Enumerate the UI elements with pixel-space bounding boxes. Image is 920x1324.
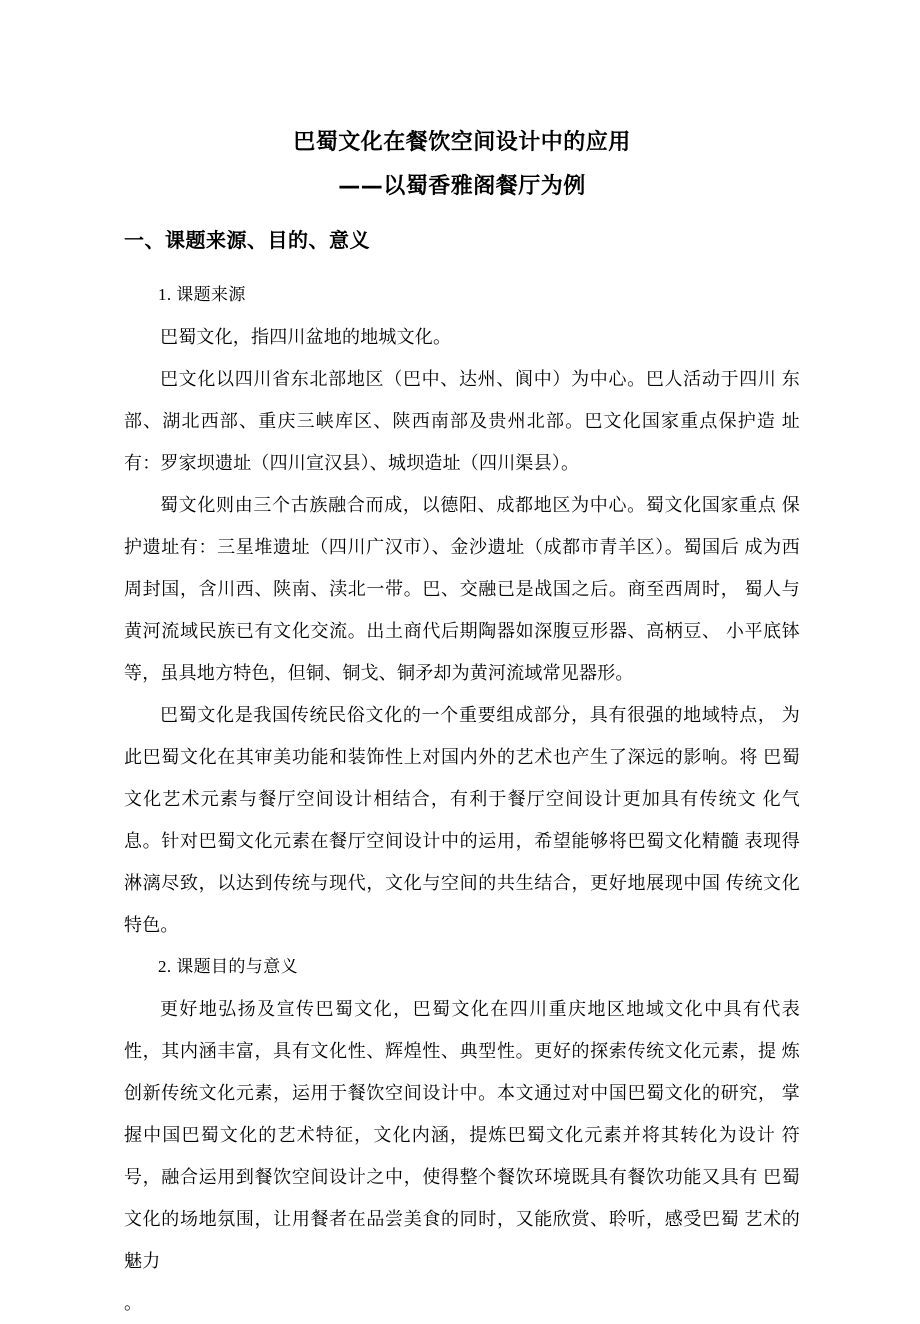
trailing-punctuation: 。 [124,1293,142,1313]
paragraph: 巴蜀文化，指四川盆地的地城文化。 [160,327,452,347]
subsection-label-2: 2. 课题目的与意义 [158,957,298,976]
section-heading-1: 一、课题来源、目的、意义 [124,228,370,252]
paragraph: 蜀文化则由三个古族融合而成，以德阳、成都地区为中心。蜀文化国家重点 保护遗址有：三星堆遗址（四川广汉市）、金沙遗址（成都市青羊区）。蜀国后 成为西周封国，含川西、陕南、渎北一带。巴、交融已是战国之后。商至西周时， 蜀人与黄河流域民族已有文化交流。出土商代后期陶器如深腹豆形器、高柄豆、 小平底钵等，虽具地方特色，但铜、铜戈、铜矛却为黄河流域常见器形。 [124,495,800,683]
paragraph: 更好地弘扬及宣传巴蜀文化，巴蜀文化在四川重庆地区地域文化中具有代表 性，其内涵丰富，具有文化性、辉煌性、典型性。更好的探索传统文化元素，提 炼创新传统文化元素，运用于餐饮空间设计中。本文通过对中国巴蜀文化的研究， 掌握中国巴蜀文化的艺术特征，文化内涵，提炼巴蜀文化元素并将其转化为设计 符号，融合运用到餐饮空间设计之中，使得整个餐饮环境既具有餐饮功能又具有 巴蜀文化的场地氛围，让用餐者在品尝美食的同时，又能欣赏、聆听，感受巴蜀 艺术的魅力 [124,999,800,1271]
document-content [124,0,800,1324]
page-title: 巴蜀文化在餐饮空间设计中的应用 [293,130,631,155]
paragraph: 巴文化以四川省东北部地区（巴中、达州、阆中）为中心。巴人活动于四川 东部、湖北西部、重庆三峡库区、陕西南部及贵州北部。巴文化国家重点保护造 址有：罗家坝遗址（四川宣汉县）、城坝造址（四川渠县）。 [124,369,800,473]
paragraph: 巴蜀文化是我国传统民俗文化的一个重要组成部分，具有很强的地域特点， 为此巴蜀文化在其审美功能和装饰性上对国内外的艺术也产生了深远的影响。将 巴蜀文化艺术元素与餐厅空间设计相结合，有利于餐厅空间设计更加具有传统文 化气息。针对巴蜀文化元素在餐厅空间设计中的运用，希望能够将巴蜀文化精髓 表现得淋漓尽致，以达到传统与现代，文化与空间的共生结合，更好地展现中国 传统文化特色。 [124,705,800,935]
subsection-label-1: 1. 课题来源 [158,285,246,304]
page-subtitle: ——以蜀香雅阁餐厅为例 [338,174,586,199]
